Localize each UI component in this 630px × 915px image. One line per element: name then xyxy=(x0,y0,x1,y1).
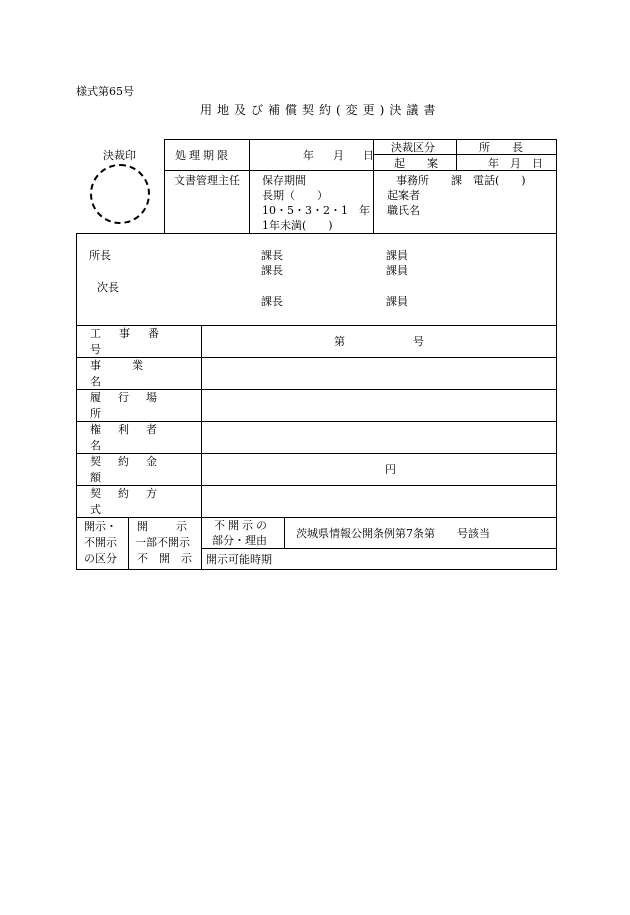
drafting-label: 起 案 xyxy=(394,157,438,170)
nondisclosure-label-line2: 部分・理由 xyxy=(212,534,267,547)
construction-no-label: 工事番号 xyxy=(90,327,177,356)
ordinance-reference: 茨城県情報公開条例第7条第 号該当 xyxy=(296,527,490,540)
signoff-section-chief-2: 課長 xyxy=(261,264,283,277)
contract-amount-label: 契約金額 xyxy=(90,455,174,484)
signoff-deputy: 次長 xyxy=(97,281,119,294)
contract-amount-unit: 円 xyxy=(385,463,396,476)
disclosure-category-line1: 開示・ xyxy=(84,520,117,533)
project-name-label: 事業名 xyxy=(90,359,174,388)
signoff-staff-3: 課員 xyxy=(386,295,408,308)
retention-label: 保存期間 xyxy=(262,174,306,187)
drafting-date: 年 月 日 xyxy=(488,157,543,170)
signoff-staff-1: 課員 xyxy=(386,249,408,262)
rights-holder-label: 権利者名 xyxy=(90,423,174,452)
execution-place-label: 履行場所 xyxy=(90,391,174,420)
approval-stamp-circle xyxy=(90,164,150,224)
title-name-label: 職氏名 xyxy=(387,204,420,217)
doc-manager-label: 文書管理主任 xyxy=(174,174,240,187)
decision-category-label: 決裁区分 xyxy=(391,141,435,154)
construction-no-prefix: 第 xyxy=(334,335,345,348)
disclosure-time-label: 開示可能時期 xyxy=(206,553,272,566)
disclosure-category-line2: 不開示 xyxy=(84,536,117,549)
contract-method-label: 契約方式 xyxy=(90,487,174,516)
signoff-staff-2: 課員 xyxy=(386,264,408,277)
page-title: 用地及び補償契約(変更)決議書 xyxy=(200,103,441,117)
option-nondisclose: 不 開 示 xyxy=(137,552,192,565)
drafter-label: 起案者 xyxy=(387,189,420,202)
processing-date: 年 月 日 xyxy=(303,149,378,162)
retention-long: 長期（ ） xyxy=(262,189,328,202)
stamp-label: 決裁印 xyxy=(103,149,136,162)
option-disclose: 開 示 xyxy=(137,520,189,533)
disclosure-category-line3: の区分 xyxy=(84,552,117,565)
signoff-director: 所長 xyxy=(89,249,111,262)
signoff-section-chief-3: 課長 xyxy=(261,295,283,308)
nondisclosure-label-line1: 不開示の xyxy=(214,519,270,532)
option-partial: 一部不開示 xyxy=(135,536,190,549)
retention-options: 10・5・3・2・1 年 xyxy=(262,204,370,217)
retention-short: 1年未満( ) xyxy=(262,219,333,232)
decision-category-value: 所 長 xyxy=(479,141,523,154)
processing-deadline-label: 処理期限 xyxy=(175,149,231,162)
form-number: 様式第65号 xyxy=(76,85,134,98)
signoff-section-chief-1: 課長 xyxy=(261,249,283,262)
office-line: 事務所 課 電話( ) xyxy=(396,174,526,187)
construction-no-suffix: 号 xyxy=(413,335,424,348)
